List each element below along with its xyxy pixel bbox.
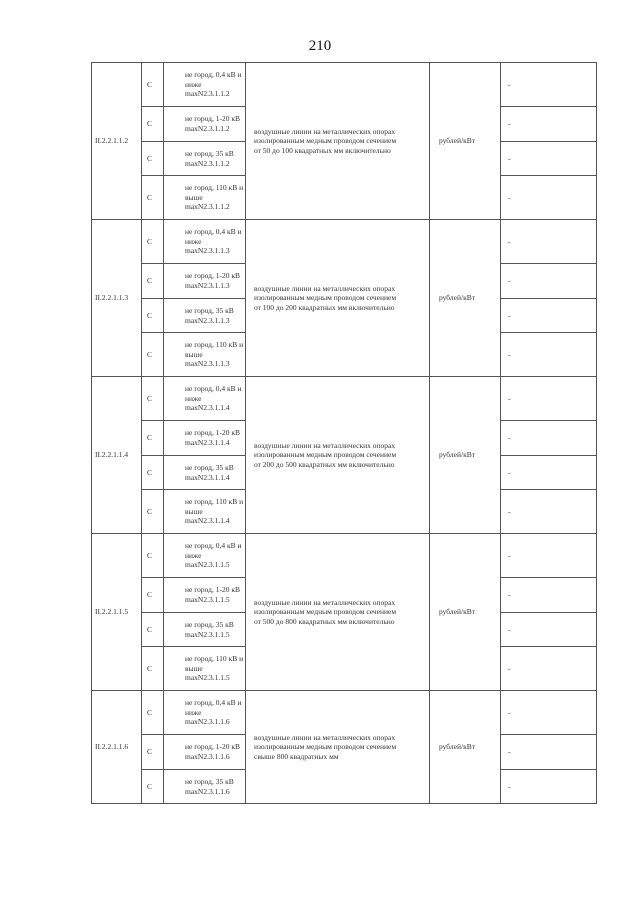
voltage-cell <box>164 456 246 490</box>
voltage-cell <box>164 534 246 578</box>
unit-cell: рублей/кВт <box>430 377 501 534</box>
price-cell: - <box>501 770 597 804</box>
price-cell: - <box>501 647 597 691</box>
voltage-cell <box>164 63 246 107</box>
item-code: II.2.2.1.1.5 <box>92 534 142 691</box>
price-cell: - <box>501 735 597 770</box>
category-cell: С <box>142 691 164 735</box>
category-cell: С <box>142 264 164 299</box>
category-cell: С <box>142 456 164 490</box>
table-row <box>92 377 597 421</box>
voltage-text: не город, 35 кВ maxN2.3.1.1.3 <box>185 305 234 325</box>
table-row <box>92 534 597 578</box>
voltage-cell <box>164 333 246 377</box>
unit-cell: рублей/кВт <box>430 534 501 691</box>
voltage-cell <box>164 691 246 735</box>
voltage-text: не город, 35 кВ maxN2.3.1.1.2 <box>185 148 234 168</box>
voltage-cell <box>164 735 246 770</box>
voltage-text: не город, 110 кВ и выше maxN2.3.1.1.4 <box>185 497 244 526</box>
description-text: воздушные линии на металлических опорах изолированным медным проводом сечением от 100 до 200 квадратных мм включительно <box>254 283 397 312</box>
description-cell <box>246 377 430 534</box>
voltage-text: не город, 0,4 кВ и ниже maxN2.3.1.1.6 <box>185 698 242 727</box>
description-cell <box>246 63 430 220</box>
category-cell: С <box>142 220 164 264</box>
price-cell: - <box>501 377 597 421</box>
tariff-table <box>91 62 597 804</box>
price-cell: - <box>501 107 597 142</box>
category-cell: С <box>142 377 164 421</box>
voltage-cell <box>164 107 246 142</box>
price-cell: - <box>501 613 597 647</box>
unit-cell: рублей/кВт <box>430 691 501 804</box>
price-cell: - <box>501 264 597 299</box>
description-text: воздушные линии на металлических опорах изолированным медным проводом сечением от 500 до 800 квадратных мм включительно <box>254 597 397 626</box>
price-cell: - <box>501 456 597 490</box>
price-cell: - <box>501 421 597 456</box>
voltage-text: не город, 0,4 кВ и ниже maxN2.3.1.1.4 <box>185 384 242 413</box>
category-cell: С <box>142 534 164 578</box>
price-cell: - <box>501 220 597 264</box>
description-cell <box>246 534 430 691</box>
price-cell: - <box>501 63 597 107</box>
voltage-text: не город, 1-20 кВ maxN2.3.1.1.4 <box>185 428 240 447</box>
category-cell: С <box>142 735 164 770</box>
category-cell: С <box>142 176 164 220</box>
category-cell: С <box>142 333 164 377</box>
unit-cell: рублей/кВт <box>430 220 501 377</box>
voltage-text: не город, 1-20 кВ maxN2.3.1.1.3 <box>185 271 240 290</box>
voltage-cell <box>164 220 246 264</box>
voltage-text: не город, 35 кВ maxN2.3.1.1.5 <box>185 619 234 639</box>
voltage-cell <box>164 142 246 176</box>
voltage-text: не город, 0,4 кВ и ниже maxN2.3.1.1.5 <box>185 541 242 570</box>
voltage-cell <box>164 264 246 299</box>
voltage-text: не город, 1-20 кВ maxN2.3.1.1.5 <box>185 585 240 604</box>
voltage-cell <box>164 490 246 534</box>
description-cell <box>246 691 430 804</box>
voltage-text: не город, 35 кВ maxN2.3.1.1.4 <box>185 462 234 482</box>
description-text: воздушные линии на металлических опорах изолированным медным проводом сечением свыше 800 квадратных мм <box>254 732 397 761</box>
voltage-cell <box>164 770 246 804</box>
voltage-text: не город, 1-20 кВ maxN2.3.1.1.6 <box>185 742 240 761</box>
unit-cell: рублей/кВт <box>430 63 501 220</box>
voltage-cell <box>164 578 246 613</box>
category-cell: С <box>142 647 164 691</box>
item-code: II.2.2.1.1.2 <box>92 63 142 220</box>
voltage-text: не город, 110 кВ и выше maxN2.3.1.1.5 <box>185 654 244 683</box>
page-number: 210 <box>308 38 332 54</box>
voltage-text: не город, 35 кВ maxN2.3.1.1.6 <box>185 776 234 796</box>
category-cell: С <box>142 421 164 456</box>
table-row <box>92 691 597 735</box>
item-code: II.2.2.1.1.4 <box>92 377 142 534</box>
description-text: воздушные линии на металлических опорах изолированным медным проводом сечением от 200 до 500 квадратных мм включительно <box>254 440 397 469</box>
price-cell: - <box>501 490 597 534</box>
category-cell: С <box>142 107 164 142</box>
table-row <box>92 63 597 107</box>
tariff-table-body <box>92 63 597 804</box>
voltage-text: не город, 0,4 кВ и ниже maxN2.3.1.1.3 <box>185 227 242 256</box>
category-cell: С <box>142 490 164 534</box>
voltage-cell <box>164 613 246 647</box>
description-cell <box>246 220 430 377</box>
voltage-cell <box>164 299 246 333</box>
item-code: II.2.2.1.1.6 <box>92 691 142 804</box>
category-cell: С <box>142 770 164 804</box>
voltage-cell <box>164 421 246 456</box>
description-text: воздушные линии на металлических опорах изолированным медным проводом сечением от 50 до 100 квадратных мм включительно <box>254 126 397 155</box>
category-cell: С <box>142 299 164 333</box>
voltage-text: не город, 110 кВ и выше maxN2.3.1.1.3 <box>185 340 244 369</box>
category-cell: С <box>142 63 164 107</box>
price-cell: - <box>501 299 597 333</box>
voltage-text: не город, 0,4 кВ и ниже maxN2.3.1.1.2 <box>185 70 242 99</box>
voltage-cell <box>164 176 246 220</box>
voltage-text: не город, 1-20 кВ maxN2.3.1.1.2 <box>185 114 240 133</box>
table-row <box>92 220 597 264</box>
category-cell: С <box>142 613 164 647</box>
voltage-cell <box>164 647 246 691</box>
price-cell: - <box>501 534 597 578</box>
item-code: II.2.2.1.1.3 <box>92 220 142 377</box>
category-cell: С <box>142 578 164 613</box>
category-cell: С <box>142 142 164 176</box>
price-cell: - <box>501 142 597 176</box>
price-cell: - <box>501 691 597 735</box>
voltage-cell <box>164 377 246 421</box>
price-cell: - <box>501 333 597 377</box>
price-cell: - <box>501 578 597 613</box>
price-cell: - <box>501 176 597 220</box>
voltage-text: не город, 110 кВ и выше maxN2.3.1.1.2 <box>185 183 244 212</box>
